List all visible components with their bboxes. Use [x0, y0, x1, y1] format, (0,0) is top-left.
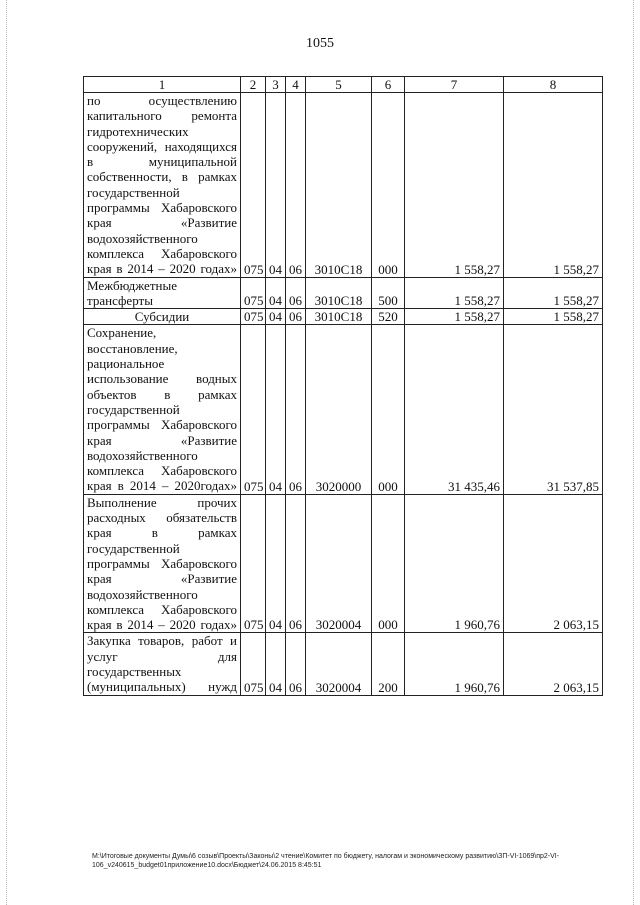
subsection-code: 06: [286, 277, 306, 309]
header-col-4: 4: [286, 77, 306, 93]
amount-col-7: 1 960,76: [405, 633, 504, 695]
header-col-7: 7: [405, 77, 504, 93]
row-description: по осуществлению капитального ремонта гидротехнических сооружений, находящихся в муниципальной собственности, в рамках государственной программы Хабаровского края «Развитие водохозяйственного комплекса Хабаровского края в 2014 – 2020 годах»: [84, 93, 241, 278]
subsection-code: 06: [286, 325, 306, 494]
page-number: 1055: [306, 36, 334, 51]
ministry-code: 075: [241, 494, 266, 633]
amount-col-7: 1 558,27: [405, 309, 504, 325]
right-page-edge: [633, 0, 634, 905]
budget-table: [83, 76, 603, 696]
table-row: [84, 494, 603, 633]
table-row: [84, 309, 603, 325]
table-row: [84, 93, 603, 278]
section-code: 04: [266, 633, 286, 695]
ministry-code: 075: [241, 633, 266, 695]
target-article-code: 3020004: [306, 494, 372, 633]
section-code: 04: [266, 325, 286, 494]
expense-type-code: 500: [372, 277, 405, 309]
subsection-code: 06: [286, 494, 306, 633]
amount-col-7: 1 960,76: [405, 494, 504, 633]
section-code: 04: [266, 309, 286, 325]
amount-col-8: 1 558,27: [504, 277, 603, 309]
amount-col-8: 31 537,85: [504, 325, 603, 494]
ministry-code: 075: [241, 277, 266, 309]
table-row: [84, 325, 603, 494]
amount-col-8: 1 558,27: [504, 309, 603, 325]
row-description: Сохранение, восстановление, рациональное использование водных объектов в рамках государственной программы Хабаровского края «Развитие водохозяйственного комплекса Хабаровского края в 2014 – 2020годах»: [84, 325, 241, 494]
expense-type-code: 200: [372, 633, 405, 695]
header-col-8: 8: [504, 77, 603, 93]
section-code: 04: [266, 277, 286, 309]
subsection-code: 06: [286, 309, 306, 325]
amount-col-7: 1 558,27: [405, 277, 504, 309]
row-description: Межбюджетные трансферты: [84, 277, 241, 309]
header-col-5: 5: [306, 77, 372, 93]
amount-col-8: 2 063,15: [504, 494, 603, 633]
target-article-code: 3020004: [306, 633, 372, 695]
row-description: Выполнение прочих расходных обязательств края в рамках государственной программы Хабаровского края «Развитие водохозяйственного комплекса Хабаровского края в 2014 – 2020 годах»: [84, 494, 241, 633]
ministry-code: 075: [241, 325, 266, 494]
row-description: Субсидии: [84, 309, 241, 325]
target-article-code: 3020000: [306, 325, 372, 494]
amount-col-7: 1 558,27: [405, 93, 504, 278]
expense-type-code: 000: [372, 93, 405, 278]
ministry-code: 075: [241, 309, 266, 325]
subsection-code: 06: [286, 93, 306, 278]
amount-col-7: 31 435,46: [405, 325, 504, 494]
target-article-code: 3010С18: [306, 93, 372, 278]
left-page-edge: [6, 0, 7, 905]
file-path-footer: М:\Итоговые документы Думы\6 созыв\Проекты\Законы\2 чтение\Комитет по бюджету, налогам и экономическому развитию\ЗП-VI-1069\пр2-VI-106_v240615_budget01приложение10.docx\Бюджет\24.06.2015 8:45:51: [92, 853, 560, 869]
header-row: [84, 77, 603, 93]
header-col-1: 1: [84, 77, 241, 93]
subsection-code: 06: [286, 633, 306, 695]
row-description: Закупка товаров, работ и услуг для государственных (муниципальных) нужд: [84, 633, 241, 695]
expense-type-code: 000: [372, 494, 405, 633]
header-col-3: 3: [266, 77, 286, 93]
section-code: 04: [266, 93, 286, 278]
table-row: [84, 633, 603, 695]
amount-col-8: 2 063,15: [504, 633, 603, 695]
amount-col-8: 1 558,27: [504, 93, 603, 278]
expense-type-code: 000: [372, 325, 405, 494]
table-row: [84, 277, 603, 309]
header-col-2: 2: [241, 77, 266, 93]
target-article-code: 3010С18: [306, 277, 372, 309]
expense-type-code: 520: [372, 309, 405, 325]
target-article-code: 3010С18: [306, 309, 372, 325]
ministry-code: 075: [241, 93, 266, 278]
section-code: 04: [266, 494, 286, 633]
header-col-6: 6: [372, 77, 405, 93]
